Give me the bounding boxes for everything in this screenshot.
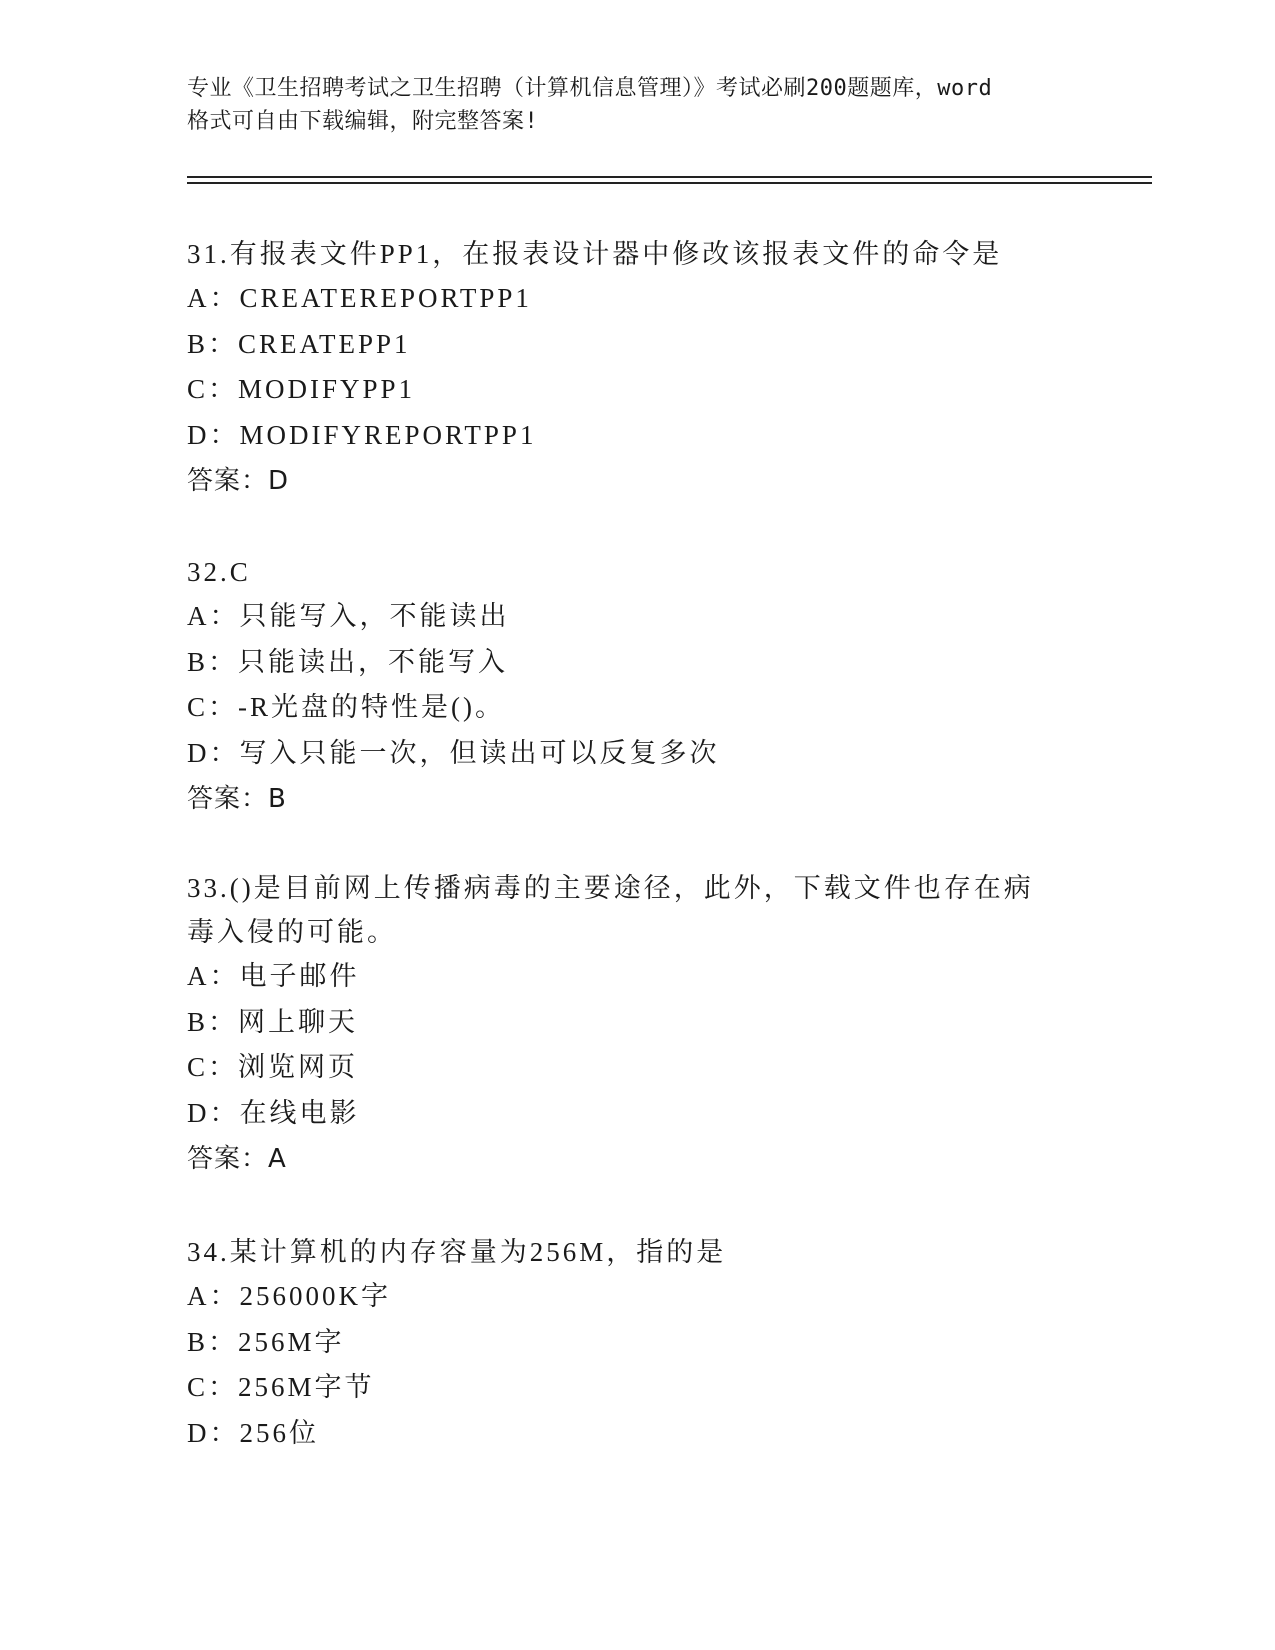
option-text: CREATEPP1 <box>238 328 411 359</box>
option-text: 256位 <box>239 1417 319 1448</box>
question-stem: 33.()是目前网上传播病毒的主要途径，此外，下载文件也存在病毒入侵的可能。 <box>187 873 1034 947</box>
option-text: MODIFYREPORTPP1 <box>239 419 537 450</box>
option-key: A： <box>187 961 240 991</box>
option-text: 只能写入，不能读出 <box>239 601 510 631</box>
option-key: C： <box>187 1052 239 1082</box>
option-c <box>187 1365 1087 1411</box>
option-b <box>187 322 1087 368</box>
option-key: A： <box>187 601 240 631</box>
option-key: B： <box>187 328 239 359</box>
option-c <box>187 685 1087 731</box>
option-d <box>187 1091 1087 1137</box>
option-b <box>187 1000 1087 1046</box>
option-key: B： <box>187 646 239 677</box>
option-a <box>187 1274 1087 1320</box>
answer-line: 答案：B <box>187 784 287 814</box>
option-key: D： <box>187 419 240 450</box>
option-text: 在线电影 <box>239 1097 360 1128</box>
option-key: C： <box>187 374 239 404</box>
answer-line: 答案：D <box>187 466 290 496</box>
option-a <box>187 594 1087 640</box>
option-key: D： <box>187 737 240 768</box>
option-d <box>187 1411 1087 1457</box>
header-line-1: 专业《卫生招聘考试之卫生招聘（计算机信息管理）》考试必刷200题题库，word <box>187 76 993 101</box>
question-31 <box>187 232 1087 504</box>
option-key: D： <box>187 1417 240 1448</box>
option-key: B： <box>187 1326 239 1357</box>
header-divider-bottom <box>187 182 1152 184</box>
document-header <box>187 72 1087 138</box>
question-34 <box>187 1230 1087 1456</box>
option-d <box>187 731 1087 777</box>
header-line-2: 格式可自由下载编辑，附完整答案! <box>187 109 539 134</box>
option-a <box>187 276 1087 322</box>
option-text: 浏览网页 <box>238 1052 359 1082</box>
option-b <box>187 640 1087 686</box>
option-c <box>187 367 1087 413</box>
option-key: A： <box>187 283 240 313</box>
question-stem: 34.某计算机的内存容量为256M，指的是 <box>187 1237 727 1267</box>
question-stem: 32.C <box>187 557 251 587</box>
option-a <box>187 954 1087 1000</box>
option-b <box>187 1320 1087 1366</box>
question-33 <box>187 866 1087 1182</box>
answer-line: 答案：A <box>187 1144 287 1174</box>
option-key: B： <box>187 1006 239 1037</box>
option-d <box>187 413 1087 459</box>
question-32 <box>187 550 1087 822</box>
option-text: CREATEREPORTPP1 <box>239 283 532 313</box>
option-text: 只能读出，不能写入 <box>238 646 509 677</box>
question-stem: 31.有报表文件PP1，在报表设计器中修改该报表文件的命令是 <box>187 239 1003 269</box>
option-text: 256000K字 <box>239 1281 391 1311</box>
option-text: MODIFYPP1 <box>238 374 416 404</box>
option-text: 网上聊天 <box>238 1006 359 1037</box>
option-text: -R光盘的特性是()。 <box>238 692 505 722</box>
option-c <box>187 1045 1087 1091</box>
option-text: 电子邮件 <box>239 961 360 991</box>
option-key: D： <box>187 1097 240 1128</box>
header-divider-top <box>187 176 1152 178</box>
option-text: 写入只能一次，但读出可以反复多次 <box>239 737 720 768</box>
option-key: A： <box>187 1281 240 1311</box>
option-key: C： <box>187 1372 239 1402</box>
option-text: 256M字 <box>238 1326 345 1357</box>
option-text: 256M字节 <box>238 1372 375 1402</box>
option-key: C： <box>187 692 239 722</box>
